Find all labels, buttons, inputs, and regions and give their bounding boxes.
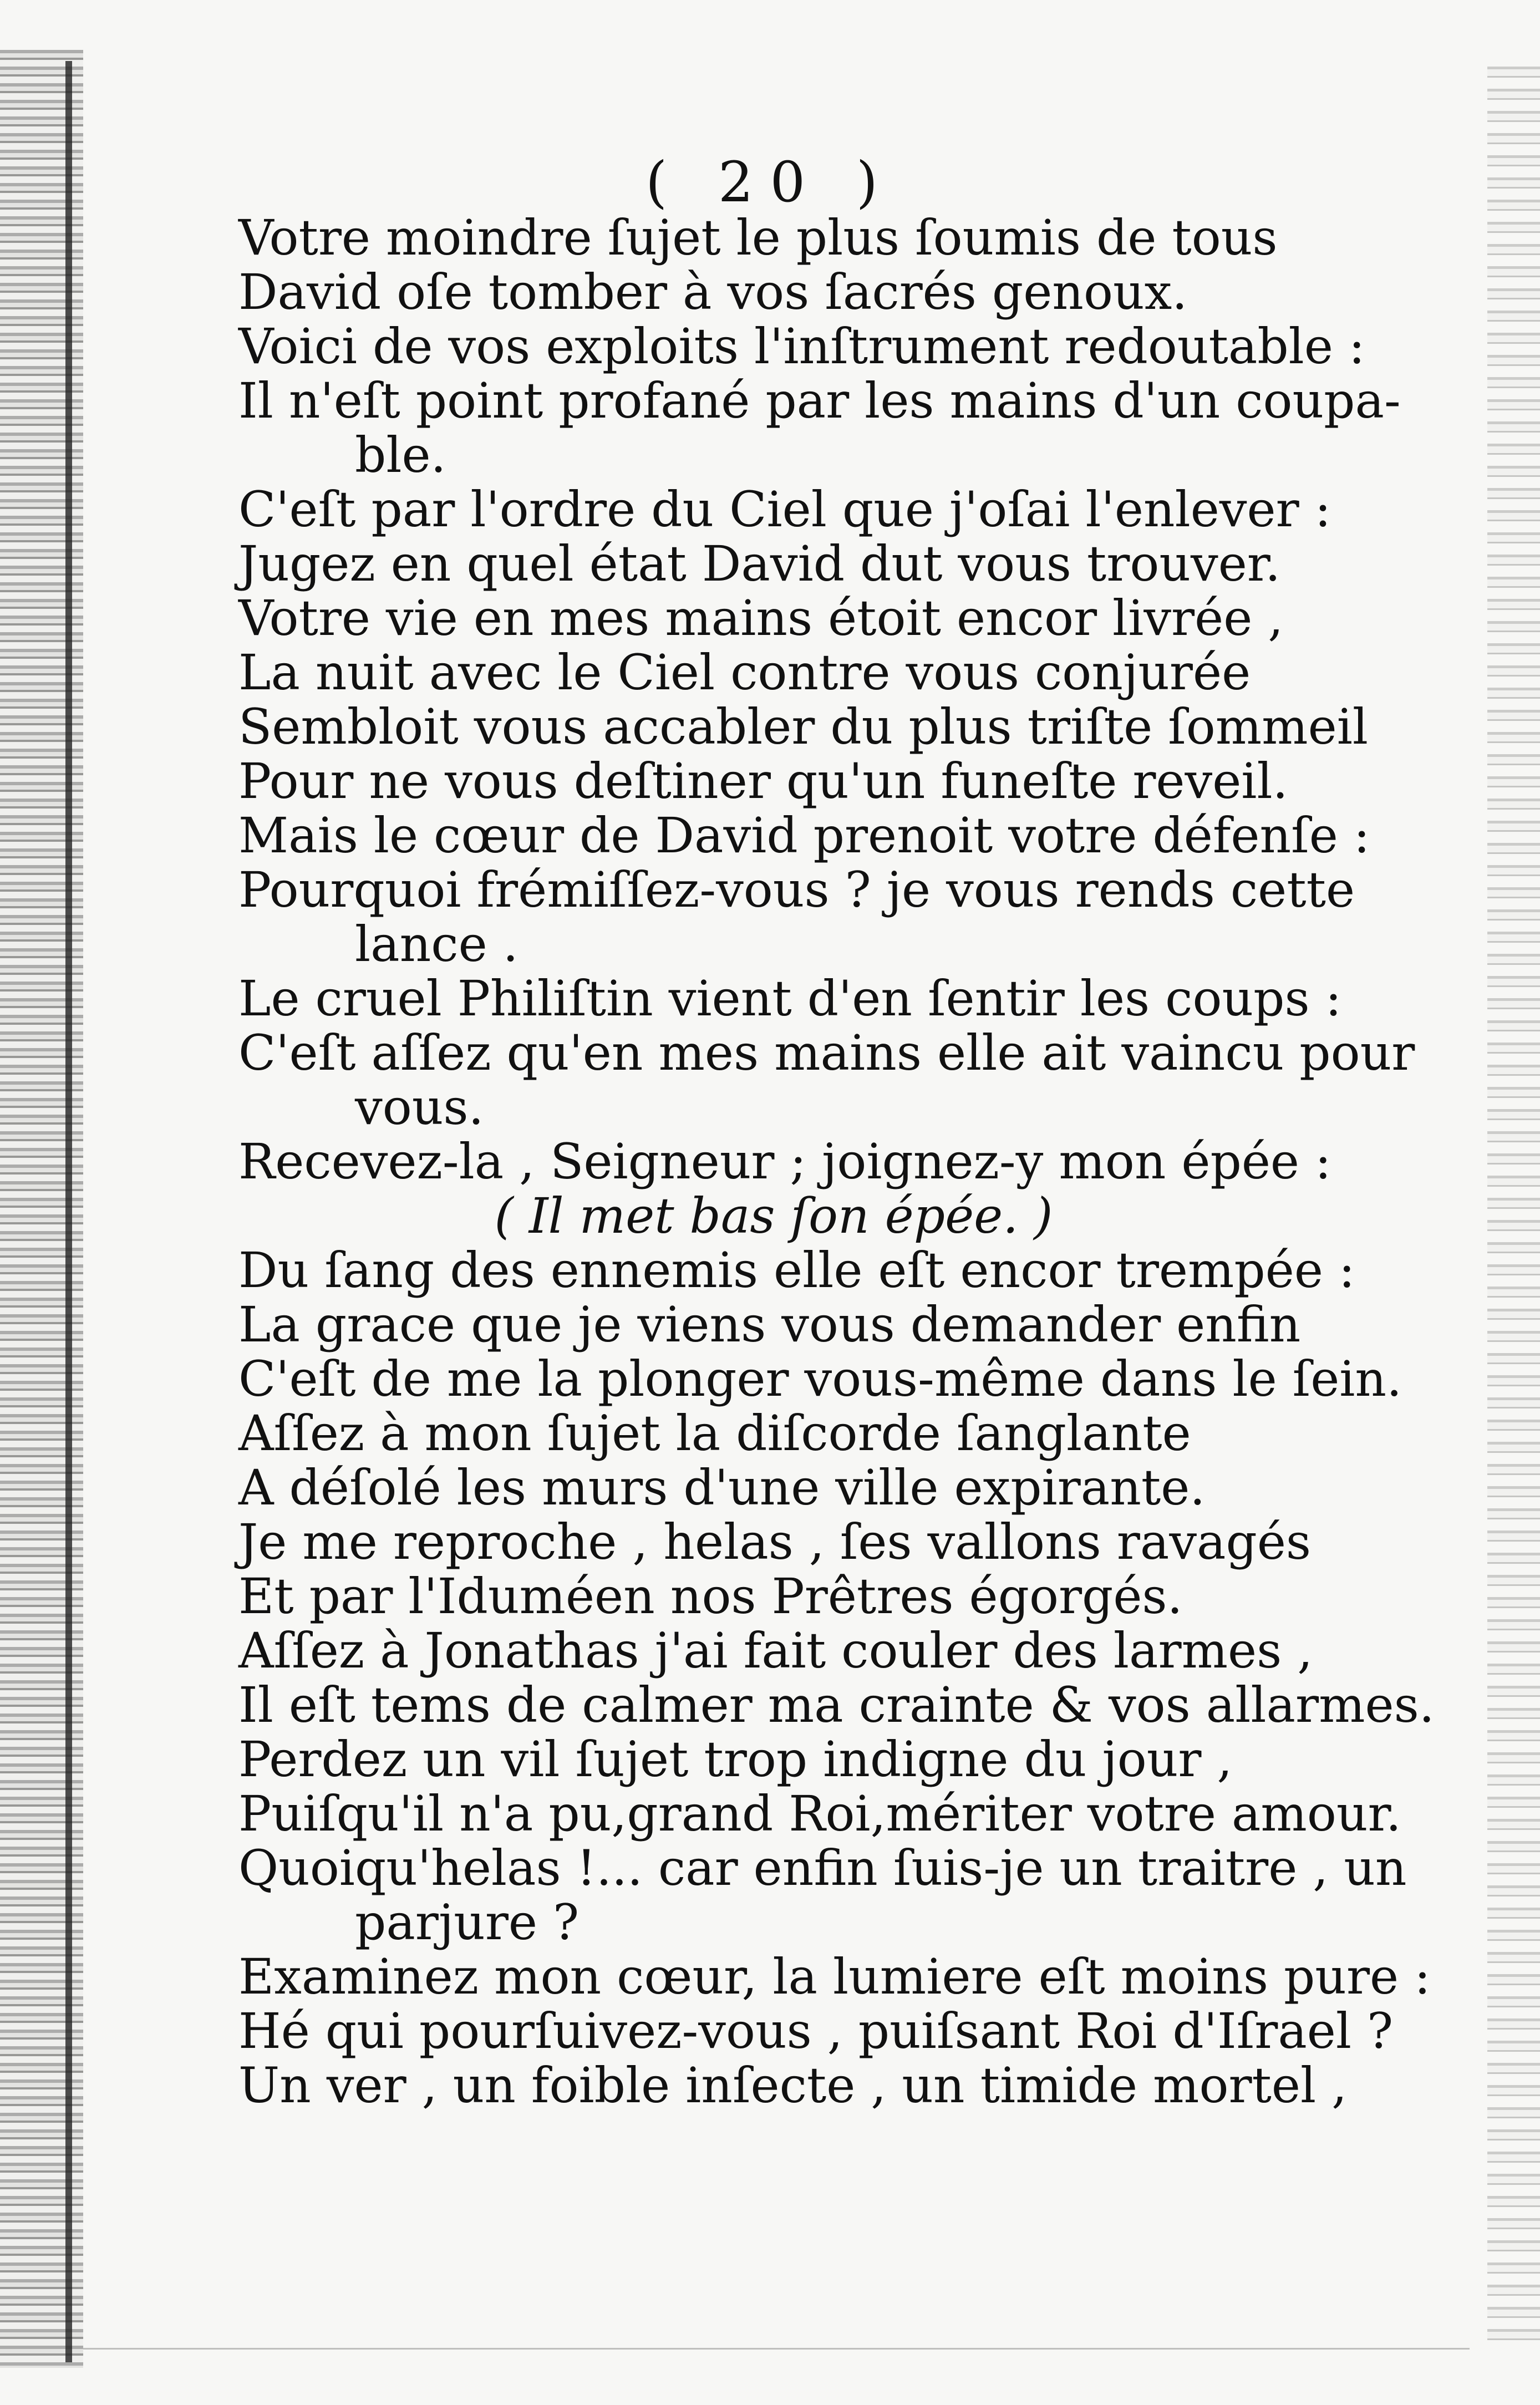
verse-line: Votre moindre ſujet le plus ſoumis de tous [238, 209, 1278, 266]
verse-line: C'eſt aſſez qu'en mes mains elle ait vaincu pour [238, 1024, 1415, 1081]
verse-line: Mais le cœur de David prenoit votre défenſe : [238, 807, 1370, 864]
verse-line: Aſſez à Jonathas j'ai fait couler des larmes , [238, 1622, 1313, 1679]
stage-direction: ( Il met bas ſon épée. ) [494, 1187, 1053, 1244]
verse-line: Recevez-la , Seigneur ; joignez-y mon épée : [238, 1133, 1331, 1190]
binding-line [65, 61, 72, 2362]
verse-line: Hé qui pourſuivez-vous , puiſsant Roi d'Iſrael ? [238, 2002, 1394, 2060]
verse-line: Un ver , un foible inſecte , un timide mortel , [238, 2057, 1348, 2114]
verse-line: Perdez un vil ſujet trop indigne du jour , [238, 1731, 1233, 1788]
verse-line: Votre vie en mes mains étoit encor livrée , [238, 589, 1284, 647]
verse-line: Il eſt tems de calmer ma crainte & vos allarmes. [238, 1676, 1435, 1733]
verse-line: vous. [355, 1079, 484, 1136]
right-edge-shadow [1487, 67, 1540, 2351]
verse-line: C'eſt par l'ordre du Ciel que j'oſai l'enlever : [238, 481, 1331, 538]
page-number: ( 20 ) [646, 150, 894, 215]
verse-block [238, 209, 1435, 2114]
verse-line: Aſſez à mon ſujet la diſcorde ſanglante [238, 1405, 1191, 1462]
verse-line: A déſolé les murs d'une ville expirante. [238, 1459, 1206, 1516]
verse-line: lance . [355, 916, 519, 973]
verse-line: Puiſqu'il n'a pu,grand Roi,mériter votre amour. [238, 1785, 1401, 1842]
verse-line: Du ſang des ennemis elle eſt encor trempée : [238, 1242, 1355, 1299]
verse-line: Examinez mon cœur, la lumiere eſt moins pure : [238, 1948, 1431, 2005]
verse-line: David oſe tomber à vos ſacrés genoux. [238, 263, 1188, 321]
verse-line: ble. [355, 426, 446, 484]
verse-line: La nuit avec le Ciel contre vous conjurée [238, 644, 1251, 701]
verse-line: Il n'eſt point profané par les mains d'un coupa- [238, 372, 1401, 429]
verse-line: parjure ? [355, 1894, 580, 1951]
verse-line: Pour ne vous deſtiner qu'un funeſte reveil. [238, 752, 1288, 810]
verse-line: Jugez en quel état David dut vous trouver. [238, 535, 1281, 592]
verse-line: Et par l'Iduméen nos Prêtres égorgés. [238, 1568, 1183, 1625]
verse-line: C'eſt de me la plonger vous-même dans le ſein. [238, 1350, 1402, 1407]
verse-line: Pourquoi frémiſſez-vous ? je vous rends cette [238, 861, 1355, 918]
verse-line: La grace que je viens vous demander enfin [238, 1296, 1301, 1353]
verse-line: Voici de vos exploits l'inſtrument redoutable : [238, 318, 1365, 375]
verse-line: Sembloit vous accabler du plus triſte ſommeil [238, 698, 1368, 755]
verse-line: Je me reproche , helas , ſes vallons ravagés [238, 1513, 1312, 1570]
verse-line: Quoiqu'helas !... car enfin ſuis-je un traitre , un [238, 1839, 1407, 1896]
bottom-rule [83, 2348, 1470, 2350]
verse-line: Le cruel Philiſtin vient d'en ſentir les coups : [238, 970, 1342, 1027]
